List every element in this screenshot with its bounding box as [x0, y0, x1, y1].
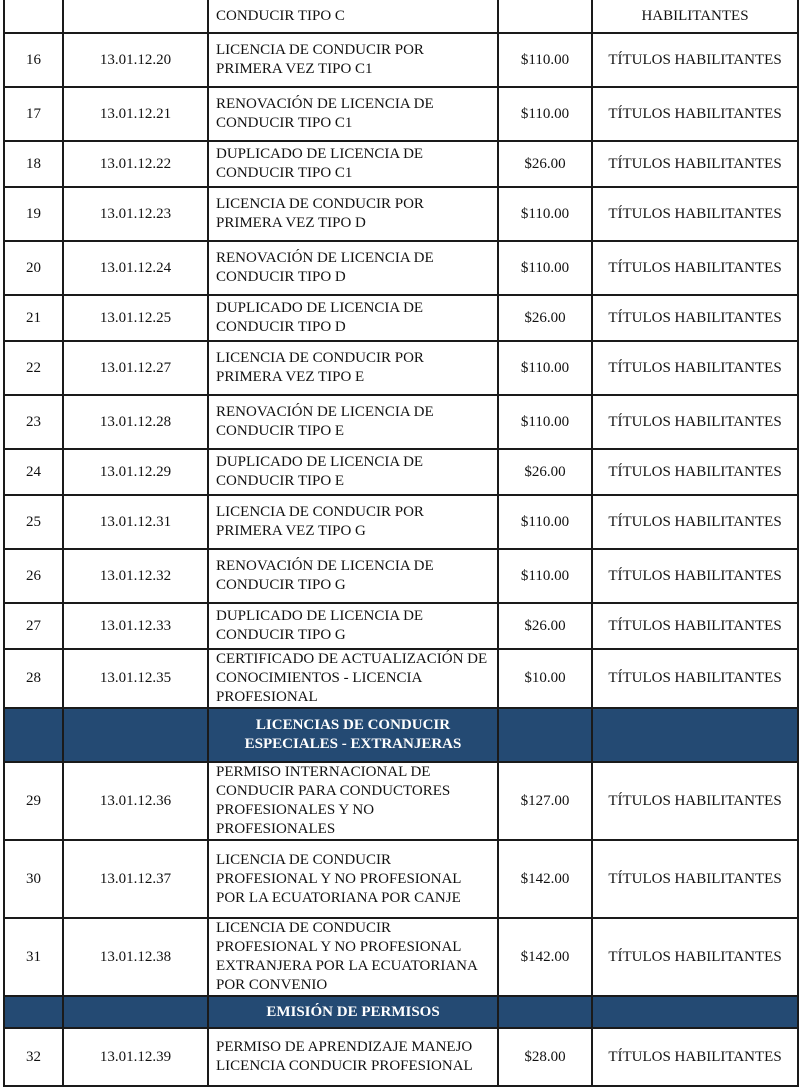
- table-row: [4, 918, 798, 996]
- fee-table-body: [4, 0, 798, 1086]
- section-blank-cell: [592, 996, 798, 1028]
- row-code-cell: 13.01.12.35: [63, 649, 208, 708]
- section-header-emision-permisos: [4, 996, 798, 1028]
- row-description-cell: RENOVACIÓN DE LICENCIA DE CONDUCIR TIPO D: [208, 241, 498, 295]
- row-description-cell: DUPLICADO DE LICENCIA DE CONDUCIR TIPO G: [208, 603, 498, 649]
- row-description-cell: LICENCIA DE CONDUCIR POR PRIMERA VEZ TIPO E: [208, 341, 498, 395]
- row-type-cell: TÍTULOS HABILITANTES: [592, 918, 798, 996]
- row-price-cell: $26.00: [498, 603, 592, 649]
- section-blank-cell: [4, 708, 63, 762]
- row-description-cell: DUPLICADO DE LICENCIA DE CONDUCIR TIPO E: [208, 449, 498, 495]
- table-row: [4, 649, 798, 708]
- row-number-cell: 18: [4, 141, 63, 187]
- row-number-cell: 24: [4, 449, 63, 495]
- row-price-cell: $110.00: [498, 187, 592, 241]
- section-header-licencias-especiales: [4, 708, 798, 762]
- row-type-cell: HABILITANTES: [592, 0, 798, 33]
- row-code-cell: 13.01.12.27: [63, 341, 208, 395]
- row-price-cell: $110.00: [498, 495, 592, 549]
- row-number-cell: 29: [4, 762, 63, 840]
- row-type-cell: TÍTULOS HABILITANTES: [592, 141, 798, 187]
- row-price-cell: $127.00: [498, 762, 592, 840]
- row-price-cell: $28.00: [498, 1028, 592, 1086]
- row-price-cell: $110.00: [498, 87, 592, 141]
- table-row: [4, 187, 798, 241]
- row-type-cell: TÍTULOS HABILITANTES: [592, 549, 798, 603]
- row-price-cell: $142.00: [498, 918, 592, 996]
- row-code-cell: 13.01.12.38: [63, 918, 208, 996]
- row-number-cell: 25: [4, 495, 63, 549]
- row-description-cell: LICENCIA DE CONDUCIR POR PRIMERA VEZ TIPO D: [208, 187, 498, 241]
- row-description-cell: LICENCIA DE CONDUCIR POR PRIMERA VEZ TIPO G: [208, 495, 498, 549]
- row-description-cell: DUPLICADO DE LICENCIA DE CONDUCIR TIPO C1: [208, 141, 498, 187]
- row-code-cell: 13.01.12.36: [63, 762, 208, 840]
- section-blank-cell: [4, 996, 63, 1028]
- row-number-cell: 20: [4, 241, 63, 295]
- row-number-cell: [4, 0, 63, 33]
- row-number-cell: 28: [4, 649, 63, 708]
- row-type-cell: TÍTULOS HABILITANTES: [592, 603, 798, 649]
- row-description-cell: LICENCIA DE CONDUCIR POR PRIMERA VEZ TIPO C1: [208, 33, 498, 87]
- row-number-cell: 31: [4, 918, 63, 996]
- row-price-cell: $110.00: [498, 33, 592, 87]
- row-description-cell: RENOVACIÓN DE LICENCIA DE CONDUCIR TIPO G: [208, 549, 498, 603]
- row-number-cell: 30: [4, 840, 63, 918]
- table-row: [4, 87, 798, 141]
- row-code-cell: [63, 0, 208, 33]
- row-description-cell: LICENCIA DE CONDUCIR PROFESIONAL Y NO PROFESIONAL POR LA ECUATORIANA POR CANJE: [208, 840, 498, 918]
- row-price-cell: $110.00: [498, 341, 592, 395]
- row-type-cell: TÍTULOS HABILITANTES: [592, 840, 798, 918]
- row-code-cell: 13.01.12.22: [63, 141, 208, 187]
- row-number-cell: 21: [4, 295, 63, 341]
- table-row: [4, 295, 798, 341]
- row-price-cell: $142.00: [498, 840, 592, 918]
- table-row: [4, 549, 798, 603]
- row-description-cell: PERMISO INTERNACIONAL DE CONDUCIR PARA CONDUCTORES PROFESIONALES Y NO PROFESIONALES: [208, 762, 498, 840]
- row-price-cell: $26.00: [498, 295, 592, 341]
- row-number-cell: 26: [4, 549, 63, 603]
- row-code-cell: 13.01.12.28: [63, 395, 208, 449]
- row-type-cell: TÍTULOS HABILITANTES: [592, 295, 798, 341]
- row-number-cell: 22: [4, 341, 63, 395]
- row-code-cell: 13.01.12.21: [63, 87, 208, 141]
- row-number-cell: 19: [4, 187, 63, 241]
- table-row: [4, 495, 798, 549]
- table-row: [4, 762, 798, 840]
- table-row-partial: [4, 0, 798, 33]
- row-code-cell: 13.01.12.32: [63, 549, 208, 603]
- row-price-cell: $110.00: [498, 395, 592, 449]
- row-price-cell: $110.00: [498, 241, 592, 295]
- fee-table: [3, 0, 799, 1087]
- row-type-cell: TÍTULOS HABILITANTES: [592, 1028, 798, 1086]
- section-blank-cell: [498, 708, 592, 762]
- row-type-cell: TÍTULOS HABILITANTES: [592, 87, 798, 141]
- table-row: [4, 33, 798, 87]
- row-description-cell: RENOVACIÓN DE LICENCIA DE CONDUCIR TIPO E: [208, 395, 498, 449]
- row-code-cell: 13.01.12.23: [63, 187, 208, 241]
- row-type-cell: TÍTULOS HABILITANTES: [592, 395, 798, 449]
- row-code-cell: 13.01.12.24: [63, 241, 208, 295]
- row-description-cell: CONDUCIR TIPO C: [208, 0, 498, 33]
- row-code-cell: 13.01.12.33: [63, 603, 208, 649]
- row-code-cell: 13.01.12.31: [63, 495, 208, 549]
- row-price-cell: $26.00: [498, 449, 592, 495]
- row-description-cell: LICENCIA DE CONDUCIR PROFESIONAL Y NO PROFESIONAL EXTRANJERA POR LA ECUATORIANA POR CONVENIO: [208, 918, 498, 996]
- row-price-cell: $110.00: [498, 549, 592, 603]
- row-description-cell: PERMISO DE APRENDIZAJE MANEJO LICENCIA CONDUCIR PROFESIONAL: [208, 1028, 498, 1086]
- table-row: [4, 395, 798, 449]
- row-type-cell: TÍTULOS HABILITANTES: [592, 495, 798, 549]
- row-number-cell: 27: [4, 603, 63, 649]
- row-code-cell: 13.01.12.25: [63, 295, 208, 341]
- table-row: [4, 241, 798, 295]
- section-blank-cell: [498, 996, 592, 1028]
- table-row: [4, 840, 798, 918]
- row-description-cell: DUPLICADO DE LICENCIA DE CONDUCIR TIPO D: [208, 295, 498, 341]
- table-row: [4, 141, 798, 187]
- row-type-cell: TÍTULOS HABILITANTES: [592, 449, 798, 495]
- row-number-cell: 23: [4, 395, 63, 449]
- row-type-cell: TÍTULOS HABILITANTES: [592, 187, 798, 241]
- section-title: EMISIÓN DE PERMISOS: [208, 996, 498, 1028]
- row-price-cell: $26.00: [498, 141, 592, 187]
- table-row: [4, 603, 798, 649]
- section-blank-cell: [63, 708, 208, 762]
- row-code-cell: 13.01.12.39: [63, 1028, 208, 1086]
- row-number-cell: 16: [4, 33, 63, 87]
- row-number-cell: 17: [4, 87, 63, 141]
- row-price-cell: $10.00: [498, 649, 592, 708]
- table-row: [4, 449, 798, 495]
- row-type-cell: TÍTULOS HABILITANTES: [592, 241, 798, 295]
- section-title: LICENCIAS DE CONDUCIR ESPECIALES - EXTRANJERAS: [208, 708, 498, 762]
- row-type-cell: TÍTULOS HABILITANTES: [592, 33, 798, 87]
- row-type-cell: TÍTULOS HABILITANTES: [592, 341, 798, 395]
- section-blank-cell: [592, 708, 798, 762]
- row-description-cell: RENOVACIÓN DE LICENCIA DE CONDUCIR TIPO C1: [208, 87, 498, 141]
- section-blank-cell: [63, 996, 208, 1028]
- table-row: [4, 341, 798, 395]
- row-description-cell: CERTIFICADO DE ACTUALIZACIÓN DE CONOCIMIENTOS - LICENCIA PROFESIONAL: [208, 649, 498, 708]
- row-type-cell: TÍTULOS HABILITANTES: [592, 649, 798, 708]
- row-number-cell: 32: [4, 1028, 63, 1086]
- row-price-cell: [498, 0, 592, 33]
- row-code-cell: 13.01.12.29: [63, 449, 208, 495]
- table-row: [4, 1028, 798, 1086]
- row-code-cell: 13.01.12.37: [63, 840, 208, 918]
- row-type-cell: TÍTULOS HABILITANTES: [592, 762, 798, 840]
- row-code-cell: 13.01.12.20: [63, 33, 208, 87]
